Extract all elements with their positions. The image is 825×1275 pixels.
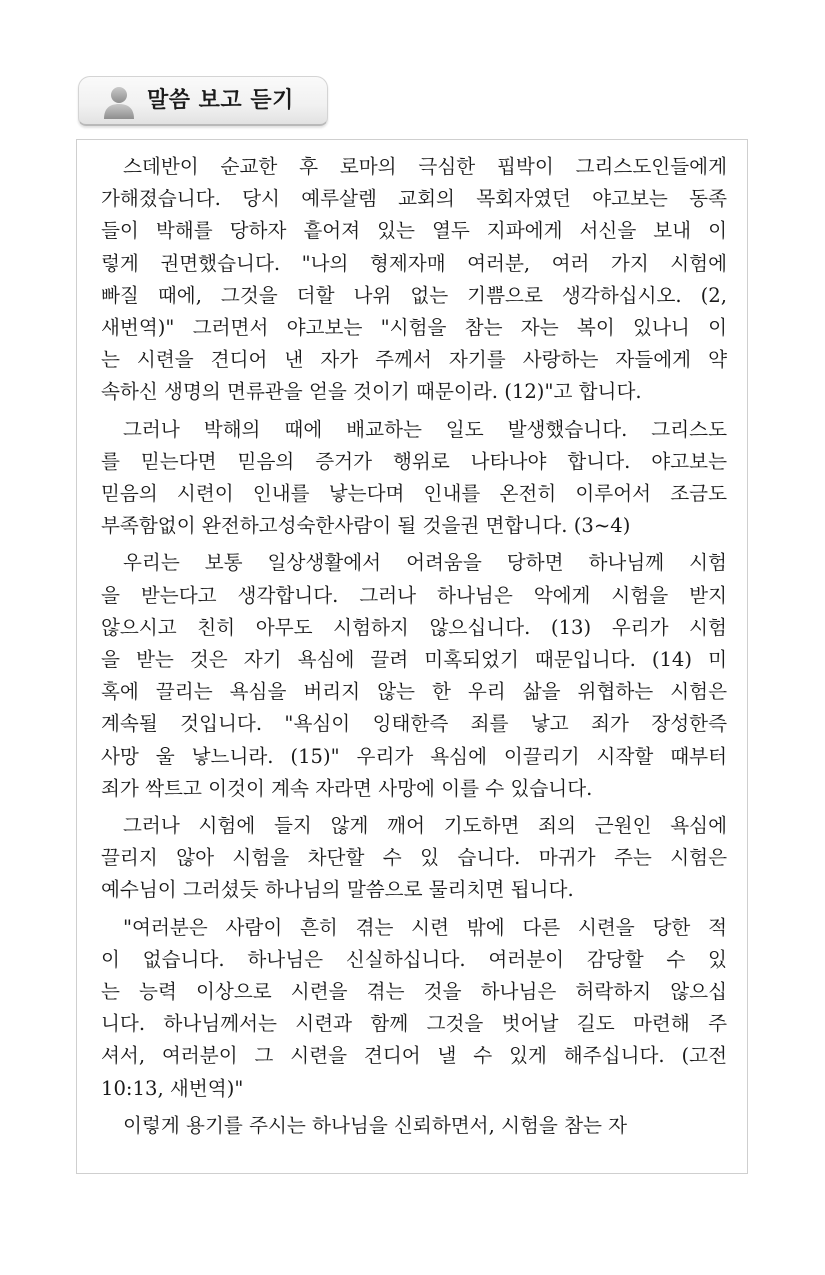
text-line: 을 받는 것은 자기 욕심에 끌려 미혹되었기 때문입니다. (14) 미 bbox=[101, 648, 727, 672]
text-line: 새번역)" 그러면서 야고보는 "시험을 참는 자는 복이 있나니 이 bbox=[101, 316, 727, 340]
person-icon bbox=[101, 84, 137, 120]
text-line: 그러나 시험에 들지 않게 깨어 기도하면 죄의 근원인 욕심에 bbox=[123, 814, 727, 838]
text-line: 가해졌습니다. 당시 예루살렘 교회의 목회자였던 야고보는 동족 bbox=[101, 187, 727, 211]
text-line: 를 믿는다면 믿음의 증거가 행위로 나타나야 합니다. 야고보는 bbox=[101, 449, 727, 473]
text-line: 그러나 박해의 때에 배교하는 일도 발생했습니다. 그리스도 bbox=[123, 417, 727, 441]
text-line: 10:13, 새번역)" bbox=[101, 1076, 244, 1100]
paragraph bbox=[101, 1110, 727, 1142]
text-line: 렇게 권면했습니다. "나의 형제자매 여러분, 여러 가지 시험에 bbox=[101, 251, 727, 275]
paragraph bbox=[101, 414, 727, 543]
text-line: 을 받는다고 생각합니다. 그러나 하나님은 악에게 시험을 받지 bbox=[101, 583, 727, 607]
text-line: 사망 울 낳느니라. (15)" 우리가 욕심에 이끌리기 시작할 때부터 bbox=[101, 744, 727, 768]
reading-text bbox=[101, 151, 727, 1142]
text-line: 않으시고 친히 아무도 시험하지 않으십니다. (13) 우리가 시험 bbox=[101, 615, 727, 639]
text-line: 빠질 때에, 그것을 더할 나위 없는 기쁨으로 생각하십시오. (2, bbox=[101, 283, 727, 307]
text-line: 이 없습니다. 하나님은 신실하십니다. 여러분이 감당할 수 있 bbox=[101, 947, 727, 971]
text-line: 이렇게 용기를 주시는 하나님을 신뢰하면서, 시험을 참는 자 bbox=[123, 1113, 628, 1137]
paragraph bbox=[101, 151, 727, 409]
paragraph bbox=[101, 810, 727, 907]
text-line: 는 능력 이상으로 시련을 겪는 것을 하나님은 허락하지 않으십 bbox=[101, 980, 727, 1004]
text-line: 계속될 것입니다. "욕심이 잉태한즉 죄를 낳고 죄가 장성한즉 bbox=[101, 712, 727, 736]
text-line: 우리는 보통 일상생활에서 어려움을 당하면 하나님께 시험 bbox=[123, 551, 727, 575]
text-line: 혹에 끌리는 욕심을 버리지 않는 한 우리 삶을 위협하는 시험은 bbox=[101, 680, 727, 704]
paragraph bbox=[101, 912, 727, 1105]
text-line: 예수님이 그러셨듯 하나님의 말씀으로 물리치면 됩니다. bbox=[101, 878, 574, 902]
text-line: 스데반이 순교한 후 로마의 극심한 핍박이 그리스도인들에게 bbox=[123, 155, 727, 178]
paragraph bbox=[101, 547, 727, 805]
section-title: 말씀 보고 듣기 bbox=[147, 88, 294, 113]
text-line: 셔서, 여러분이 그 시련을 견디어 낼 수 있게 해주십니다. (고전 bbox=[101, 1044, 727, 1068]
text-line: 는 시련을 견디어 낸 자가 주께서 자기를 사랑하는 자들에게 약 bbox=[101, 348, 727, 372]
text-line: 죄가 싹트고 이것이 계속 자라면 사망에 이를 수 있습니다. bbox=[101, 776, 593, 800]
section-header-tab bbox=[78, 76, 328, 126]
scripture-reading-box bbox=[76, 139, 748, 1174]
text-line: 부족함없이 완전하고성숙한사람이 될 것을권 면합니다. (3~4) bbox=[101, 514, 631, 538]
text-line: 끌리지 않아 시험을 차단할 수 있 습니다. 마귀가 주는 시험은 bbox=[101, 846, 727, 870]
text-line: 믿음의 시련이 인내를 낳는다며 인내를 온전히 이루어서 조금도 bbox=[101, 482, 727, 506]
text-line: 속하신 생명의 면류관을 얻을 것이기 때문이라. (12)"고 합니다. bbox=[101, 380, 642, 404]
text-line: 들이 박해를 당하자 흩어져 있는 열두 지파에게 서신을 보내 이 bbox=[101, 219, 727, 243]
text-line: "여러분은 사람이 흔히 겪는 시련 밖에 다른 시련을 당한 적 bbox=[123, 915, 727, 939]
text-line: 니다. 하나님께서는 시련과 함께 그것을 벗어날 길도 마련해 주 bbox=[101, 1012, 727, 1036]
